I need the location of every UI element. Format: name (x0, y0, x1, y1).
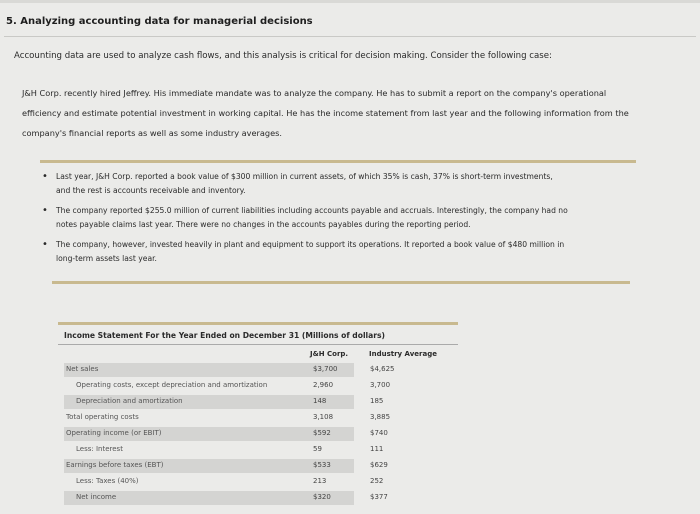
info-box-top-rule (40, 160, 636, 163)
table-row-depreciation: Depreciation and amortization 148 185 (58, 394, 458, 410)
list-item: • Last year, J&H Corp. reported a book value of $300 million in current assets, of which 35% is cash, 37% is short-term investments, and the rest is accounts receivable and inventory. (42, 171, 553, 195)
info-bullet-list (40, 170, 660, 272)
column-header-company: J&H Corp. (310, 350, 349, 358)
column-header-industry: Industry Average (369, 350, 437, 358)
bullet-icon: • (42, 171, 48, 182)
bullet-icon: • (42, 205, 48, 216)
case-line: company's financial reports as well as some industry averages. (22, 128, 283, 138)
case-description (22, 83, 682, 143)
title-divider (4, 36, 696, 37)
table-row-net-sales: Net sales $3,700 $4,625 (58, 362, 458, 378)
info-box-bottom-rule (52, 281, 630, 284)
list-item: • The company reported $255.0 million of current liabilities including accounts payable and accruals. Interestingly, the company had no notes payable claims last year. There were no changes in the accounts payables during the reporting period. (42, 205, 568, 229)
table-row-net-income: Net income $320 $377 (58, 490, 458, 506)
table-row-operating-income: Operating income (or EBIT) $592 $740 (58, 426, 458, 442)
table-row-taxes: Less: Taxes (40%) 213 252 (76, 477, 384, 485)
case-line: efficiency and estimate potential investment in working capital. He has the income statement from last year and the following information from the (22, 108, 629, 118)
bullet-icon: • (42, 239, 48, 250)
case-line: J&H Corp. recently hired Jeffrey. His immediate mandate was to analyze the company. He has to submit a report on the company's operational (22, 88, 607, 98)
table-row-interest: Less: Interest 59 111 (76, 445, 384, 453)
table-row-ebt: Earnings before taxes (EBT) $533 $629 (58, 458, 458, 474)
table-title: Income Statement For the Year Ended on December 31 (Millions of dollars) (64, 331, 386, 340)
intro-text: Accounting data are used to analyze cash flows, and this analysis is critical for decision making. Consider the following case: (14, 51, 552, 61)
top-border (0, 0, 700, 3)
table-top-rule (58, 322, 458, 325)
question-title: 5. Analyzing accounting data for managerial decisions (6, 16, 313, 27)
table-row-operating-costs: Operating costs, except depreciation and amortization 2,960 3,700 (76, 381, 391, 389)
table-row-total-operating-costs: Total operating costs 3,108 3,885 (66, 413, 391, 421)
table-header-divider (58, 344, 458, 345)
income-statement-table (58, 322, 458, 512)
list-item: • The company, however, invested heavily in plant and equipment to support its operations. It reported a book value of $480 million in long-term assets last year. (42, 239, 565, 263)
